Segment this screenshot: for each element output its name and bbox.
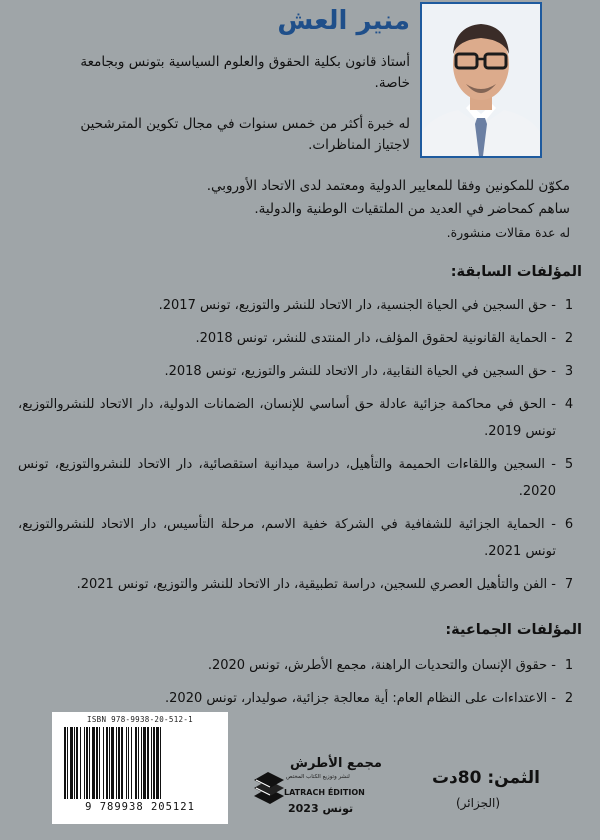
list-item: [18, 685, 582, 712]
previous-works-heading: المؤلفات السابقة:: [450, 264, 582, 280]
publisher-name-ar: مجمع الأطرش: [290, 756, 382, 771]
item-text: - حق السجين في الحياة النقابية، دار الاتحاد للنشر والتوزيع، تونس 2018.: [164, 364, 556, 379]
books-stack-icon: [252, 766, 286, 806]
author-bio-line: مكوّن للمكونين وفقا للمعايير الدولية ومعتمد لدى الاتحاد الأوروبي.: [206, 178, 570, 194]
publisher-name-en: LATRACH ÉDITION: [284, 788, 365, 797]
item-number: 3: [564, 364, 574, 379]
barcode-bars-icon: [60, 727, 220, 799]
author-bio-line: أستاذ قانون بكلية الحقوق والعلوم السياسية بتونس وبجامعة خاصة.: [80, 54, 410, 91]
item-text: - السجين واللقاءات الحميمة والتأهيل، دراسة ميدانية استقصائية، دار الاتحاد للنشروالتوزيع، تونس 2020.: [18, 457, 556, 499]
author-bio-line: ساهم كمحاضر في العديد من الملتقيات الوطنية والدولية.: [254, 201, 570, 217]
item-number: 2: [564, 331, 574, 346]
isbn-label: ISBN 978-9938-20-512-1: [87, 715, 193, 724]
list-item: [18, 325, 582, 352]
item-text: - الاعتداءات على النظام العام: أية معالجة جزائية، صوليدار، تونس 2020.: [165, 691, 556, 706]
collective-works-heading: المؤلفات الجماعية:: [445, 622, 582, 638]
previous-works-list: [18, 292, 582, 604]
item-number: 1: [564, 298, 574, 313]
item-number: 5: [564, 457, 574, 472]
publisher-logo: [250, 752, 382, 826]
item-text: - حق السجين في الحياة الجنسية، دار الاتحاد للنشر والتوزيع، تونس 2017.: [158, 298, 556, 313]
isbn-digits: 9 789938 205121: [85, 801, 195, 813]
author-portrait-image: [422, 4, 540, 156]
author-photo: [420, 2, 542, 158]
item-text: - الفن والتأهيل العصري للسجين، دراسة تطبيقية، دار الاتحاد للنشر والتوزيع، تونس 2021.: [76, 577, 556, 592]
author-bio-line: له خبرة أكثر من خمس سنوات في مجال تكوين المترشحين لاجتياز المناظرات.: [80, 116, 410, 153]
collective-works-list: [18, 652, 582, 718]
item-text: - الحماية القانونية لحقوق المؤلف، دار المنتدى للنشر، تونس 2018.: [195, 331, 556, 346]
list-item: [18, 652, 582, 679]
list-item: [18, 358, 582, 385]
item-number: 2: [564, 691, 574, 706]
item-number: 1: [564, 658, 574, 673]
list-item: [18, 571, 582, 598]
list-item: [18, 451, 582, 505]
price-country: (الجزائر): [455, 796, 500, 810]
item-text: - الحق في محاكمة جزائية عادلة حق أساسي للإنسان، الضمانات الدولية، دار الاتحاد للنشروالتوزيع، تونس 2019.: [18, 397, 556, 439]
list-item: [18, 511, 582, 565]
item-text: - الحماية الجزائية للشفافية في الشركة خفية الاسم، مرحلة التأسيس، دار الاتحاد للنشروالتوزيع، تونس 2021.: [18, 517, 556, 559]
publisher-city-year: تونس 2023: [288, 802, 354, 815]
list-item: [18, 391, 582, 445]
item-number: 4: [564, 397, 574, 412]
item-number: 7: [564, 577, 574, 592]
publisher-tagline: لنشر وتوزيع الكتاب المختص: [286, 774, 350, 780]
item-number: 6: [564, 517, 574, 532]
price-label: الثمن: 80دت: [431, 768, 540, 788]
author-bio-line: له عدة مقالات منشورة.: [446, 225, 570, 240]
list-item: [18, 292, 582, 319]
isbn-barcode: [52, 712, 228, 824]
author-name: منير العش: [277, 6, 410, 36]
item-text: - حقوق الإنسان والتحديات الراهنة، مجمع الأطرش، تونس 2020.: [207, 658, 556, 673]
